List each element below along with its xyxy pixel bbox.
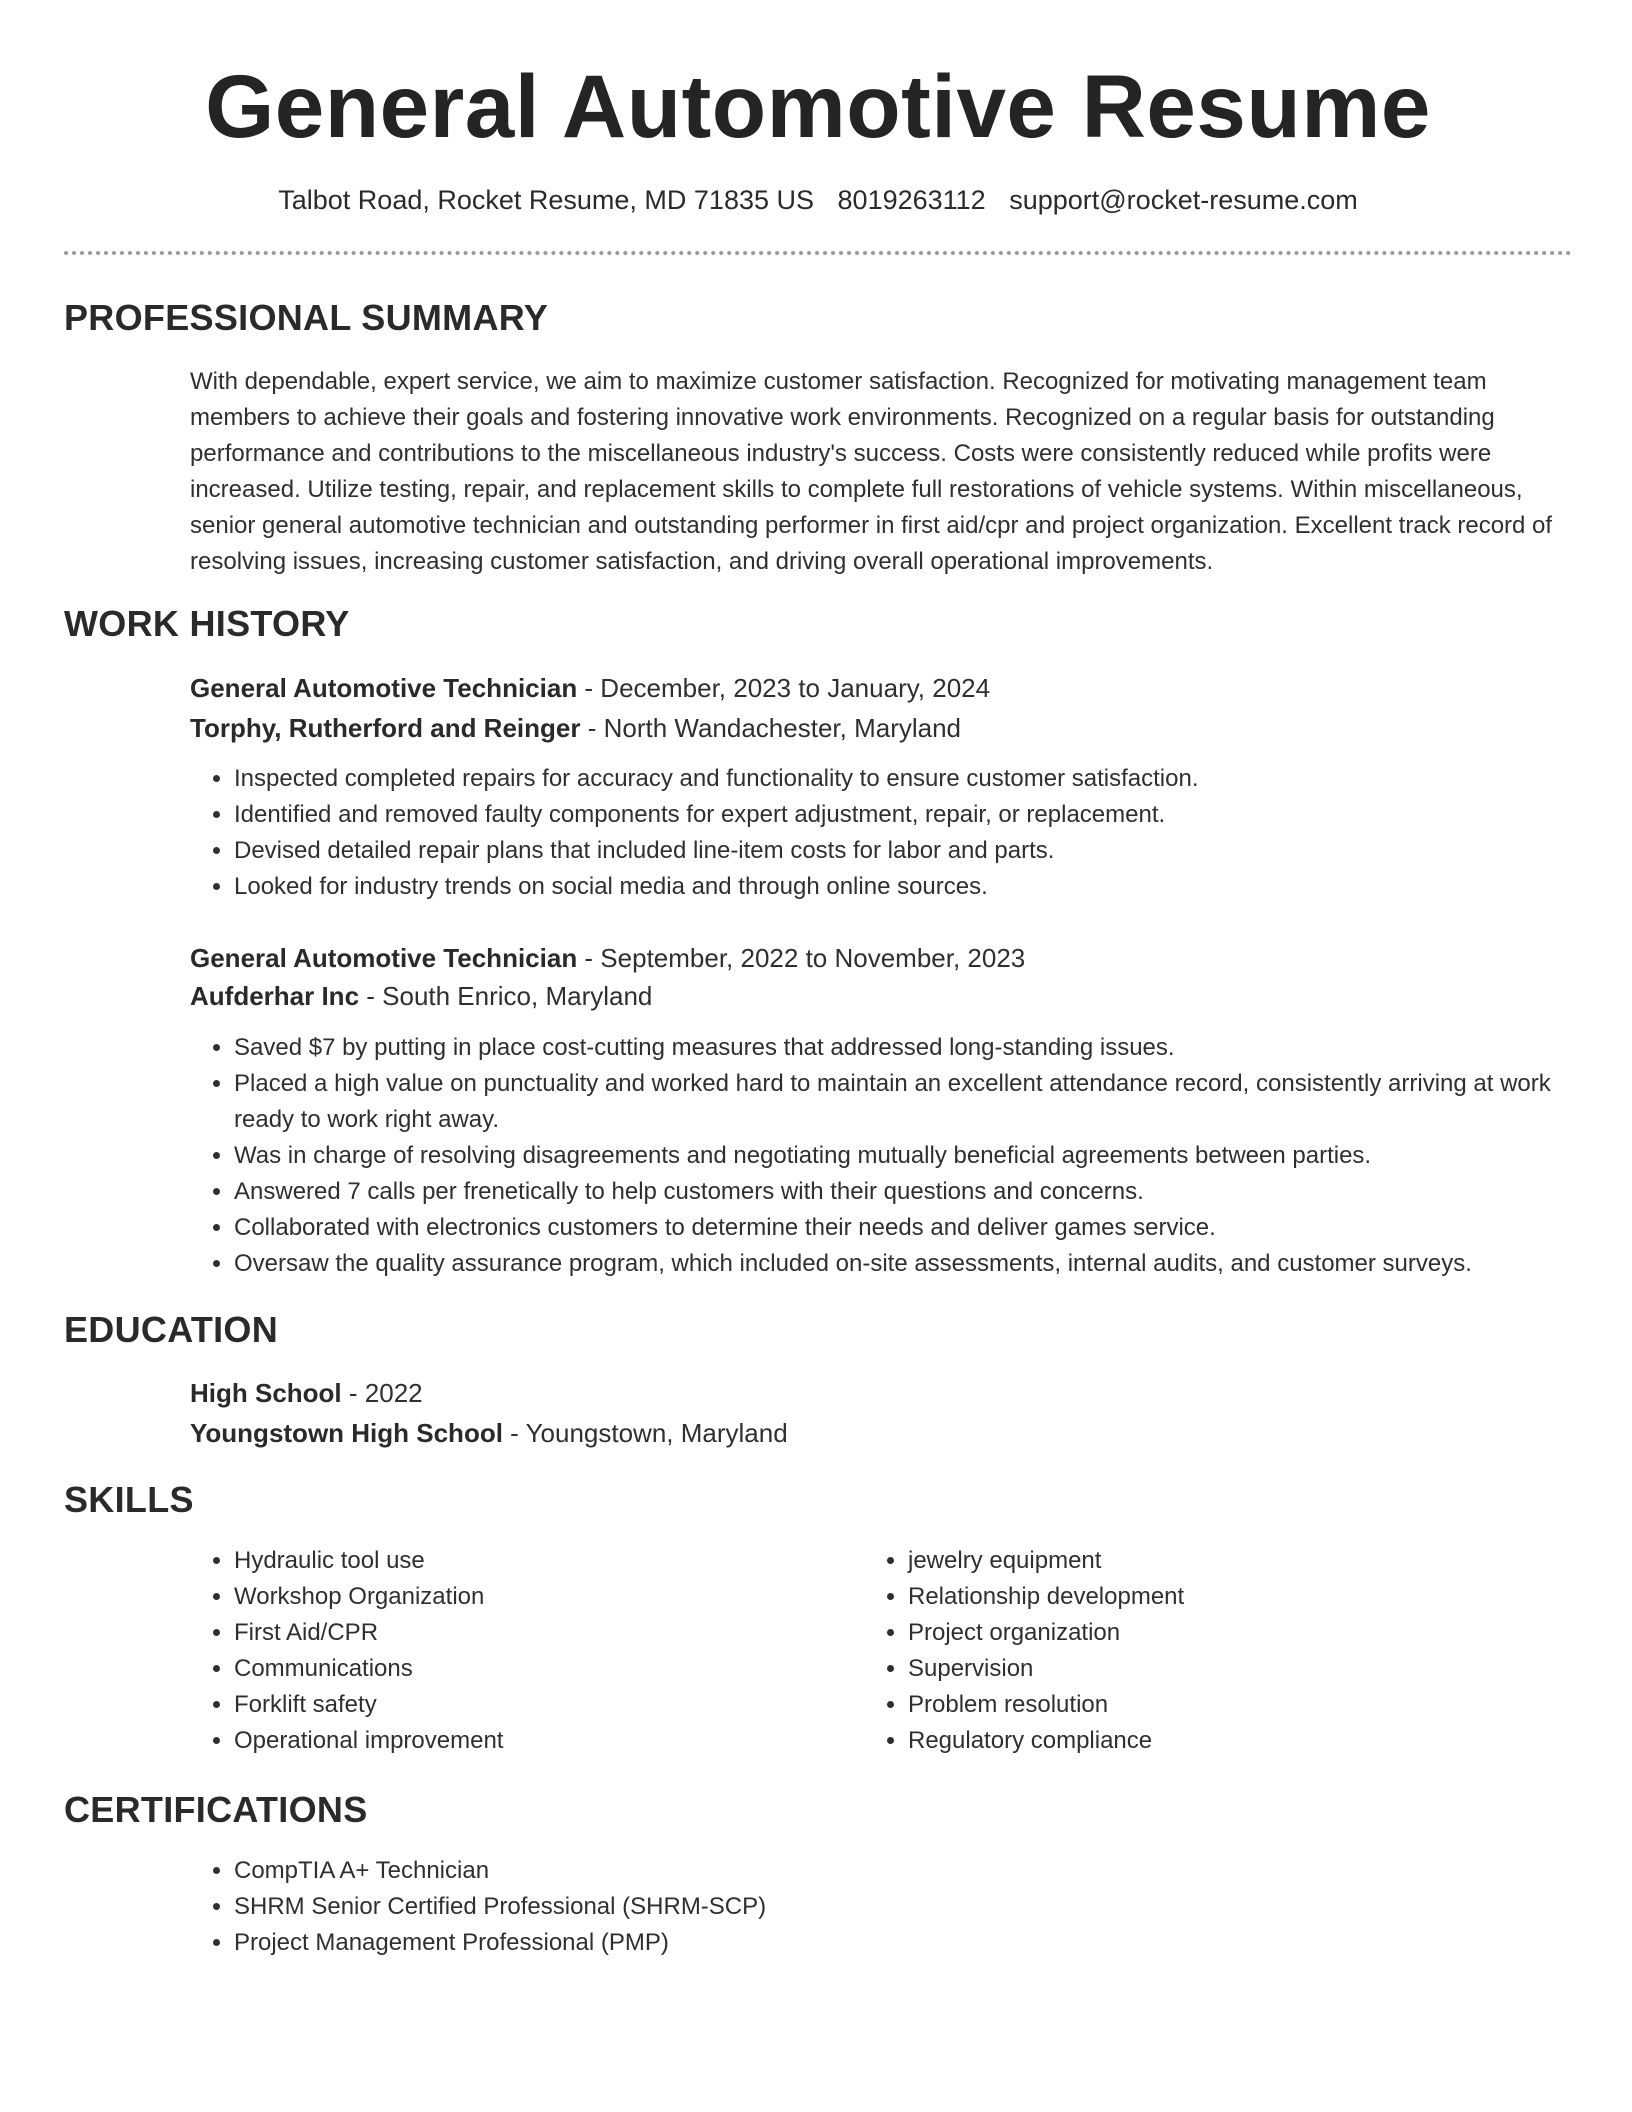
list-item: • Communications (234, 1651, 874, 1687)
job-2-location: - South Enrico, Maryland (359, 981, 653, 1011)
job-1-company-line (190, 710, 961, 746)
list-item: • Workshop Organization (234, 1579, 874, 1615)
job-1-title: General Automotive Technician (190, 673, 578, 703)
work-history-heading: WORK HISTORY (64, 603, 350, 644)
job-1-dates: - December, 2023 to January, 2024 (577, 673, 991, 703)
contact-line (64, 182, 1572, 218)
education-heading: EDUCATION (64, 1309, 279, 1350)
education-degree-line (190, 1375, 423, 1411)
list-item: • SHRM Senior Certified Professional (SHRM-SCP) (234, 1889, 1614, 1925)
education-year: - 2022 (341, 1378, 423, 1408)
list-item: • Devised detailed repair plans that included line-item costs for labor and parts. (234, 833, 1614, 869)
education-degree: High School (190, 1378, 342, 1408)
job-1-title-line (190, 670, 990, 706)
job-1-bullets (190, 761, 1614, 905)
list-item: • Answered 7 calls per frenetically to help customers with their questions and concerns. (234, 1174, 1614, 1210)
job-2-company-line (190, 978, 652, 1014)
skills-left-list (190, 1543, 874, 1759)
list-item: • Operational improvement (234, 1723, 874, 1759)
summary-text: With dependable, expert service, we aim to maximize customer satisfaction. Recognized for motivating management team members to achieve their goals and fostering innovative work environments. Recognized on a regular basis for outstanding performance and contributions to the miscellaneous industry's success. Costs were consistently reduced while profits were increased. Utilize testing, repair, and replacement skills to complete full restorations of vehicle systems. Within miscellaneous, senior general automotive technician and outstanding performer in first aid/cpr and project organization. Excellent track record of resolving issues, increasing customer satisfaction, and driving overall operational improvements. (190, 368, 1553, 575)
certifications-list (190, 1853, 1614, 1961)
job-2-bullets (190, 1030, 1614, 1282)
skills-heading: SKILLS (64, 1479, 194, 1520)
list-item: • Relationship development (908, 1579, 1548, 1615)
job-2-title-line (190, 940, 1025, 976)
job-2-title: General Automotive Technician (190, 943, 578, 973)
list-item: • Project Management Professional (PMP) (234, 1925, 1614, 1961)
contact-address: Talbot Road, Rocket Resume, MD 71835 US (278, 185, 815, 215)
contact-email: support@rocket-resume.com (1009, 185, 1358, 215)
summary-heading: PROFESSIONAL SUMMARY (64, 297, 549, 338)
education-school-line (190, 1415, 788, 1451)
job-1-location: - North Wandachester, Maryland (580, 713, 962, 743)
list-item: • Looked for industry trends on social media and through online sources. (234, 869, 1614, 905)
resume-title: General Automotive Resume (205, 56, 1431, 156)
list-item: • First Aid/CPR (234, 1615, 874, 1651)
job-1-company: Torphy, Rutherford and Reinger (190, 713, 581, 743)
education-location: - Youngstown, Maryland (502, 1418, 788, 1448)
list-item: • Was in charge of resolving disagreements and negotiating mutually beneficial agreements between parties. (234, 1138, 1614, 1174)
certifications-heading: CERTIFICATIONS (64, 1789, 368, 1830)
contact-phone: 8019263112 (837, 185, 986, 215)
job-2-company: Aufderhar Inc (190, 981, 360, 1011)
skills-right-list (864, 1543, 1548, 1759)
list-item: • Project organization (908, 1615, 1548, 1651)
list-item: • CompTIA A+ Technician (234, 1853, 1614, 1889)
list-item: • Identified and removed faulty components for expert adjustment, repair, or replacement. (234, 797, 1614, 833)
list-item: • Inspected completed repairs for accuracy and functionality to ensure customer satisfaction. (234, 761, 1614, 797)
list-item: • Forklift safety (234, 1687, 874, 1723)
list-item: • Collaborated with electronics customers to determine their needs and deliver games service. (234, 1210, 1614, 1246)
list-item: • Regulatory compliance (908, 1723, 1548, 1759)
list-item: • Placed a high value on punctuality and worked hard to maintain an excellent attendance record, consistently arriving at work ready to work right away. (234, 1066, 1614, 1138)
job-2-dates: - September, 2022 to November, 2023 (577, 943, 1026, 973)
list-item: • Oversaw the quality assurance program, which included on-site assessments, internal audits, and customer surveys. (234, 1246, 1614, 1282)
list-item: • Supervision (908, 1651, 1548, 1687)
list-item: • jewelry equipment (908, 1543, 1548, 1579)
list-item: • Hydraulic tool use (234, 1543, 874, 1579)
list-item: • Problem resolution (908, 1687, 1548, 1723)
header-divider (64, 251, 1572, 255)
education-school: Youngstown High School (190, 1418, 503, 1448)
list-item: • Saved $7 by putting in place cost-cutting measures that addressed long-standing issues. (234, 1030, 1614, 1066)
